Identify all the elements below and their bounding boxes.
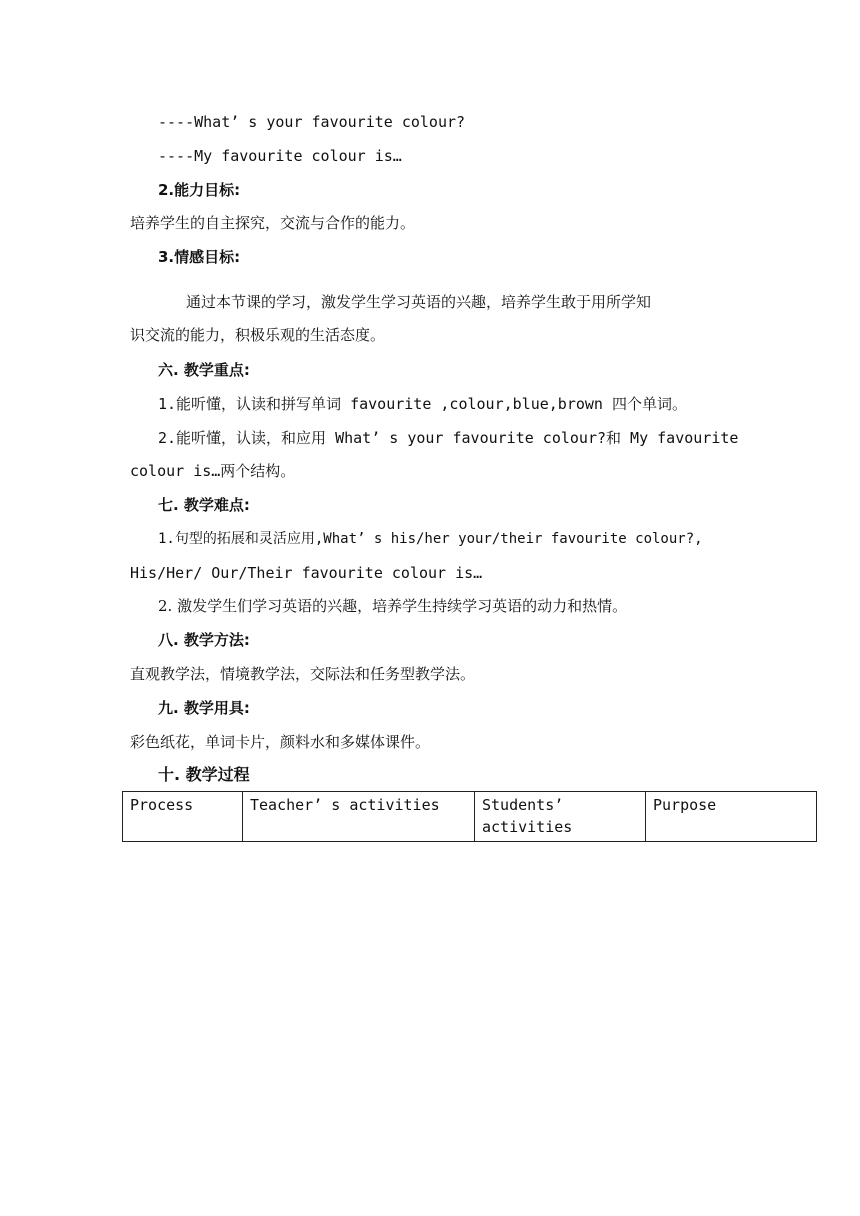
difficulty-2: 2. 激发学生们学习英语的兴趣，培养学生持续学习英语的动力和热情。: [158, 597, 628, 615]
ability-text: 培养学生的自主探究，交流与合作的能力。: [130, 214, 416, 232]
ability-heading: 2.能力目标:: [158, 181, 241, 199]
methods-text: 直观教学法，情境教学法，交际法和任务型教学法。: [130, 665, 476, 683]
difficulties-heading: 七. 教学难点:: [158, 496, 250, 514]
dialog-answer: ----My favourite colour is…: [158, 147, 402, 165]
key-points-heading: 六. 教学重点:: [158, 361, 250, 379]
col-teacher-activities: Teacher’ s activities: [243, 792, 475, 842]
difficulty-1-line2: His/Her/ Our/Their favourite colour is…: [130, 564, 483, 582]
tools-text: 彩色纸花，单词卡片，颜料水和多媒体课件。: [130, 733, 431, 751]
emotion-line1: 通过本节课的学习，激发学生学习英语的兴趣，培养学生敢于用所学知: [186, 293, 652, 311]
table-header-row: [123, 792, 817, 842]
key-point-2-line1: 2.能听懂，认读，和应用 What’ s your favourite colour?和 My favourite: [158, 429, 739, 447]
tools-heading: 九. 教学用具:: [158, 699, 250, 717]
methods-heading: 八. 教学方法:: [158, 631, 250, 649]
process-heading: 十. 教学过程: [158, 765, 250, 784]
col-students-activities: Students’ activities: [475, 792, 646, 842]
process-table: [122, 791, 817, 842]
key-point-2-line2: colour is…两个结构。: [130, 462, 296, 480]
dialog-question: ----What’ s your favourite colour?: [158, 113, 466, 131]
emotion-heading: 3.情感目标:: [158, 248, 241, 266]
col-process: Process: [123, 792, 243, 842]
col-purpose: Purpose: [646, 792, 817, 842]
difficulty-1-line1: 1.句型的拓展和灵活应用,What’ s his/her your/their favourite colour?,: [158, 531, 703, 547]
key-point-1: 1.能听懂，认读和拼写单词 favourite ,colour,blue,brown 四个单词。: [158, 395, 687, 413]
emotion-line2: 识交流的能力，积极乐观的生活态度。: [130, 326, 386, 344]
